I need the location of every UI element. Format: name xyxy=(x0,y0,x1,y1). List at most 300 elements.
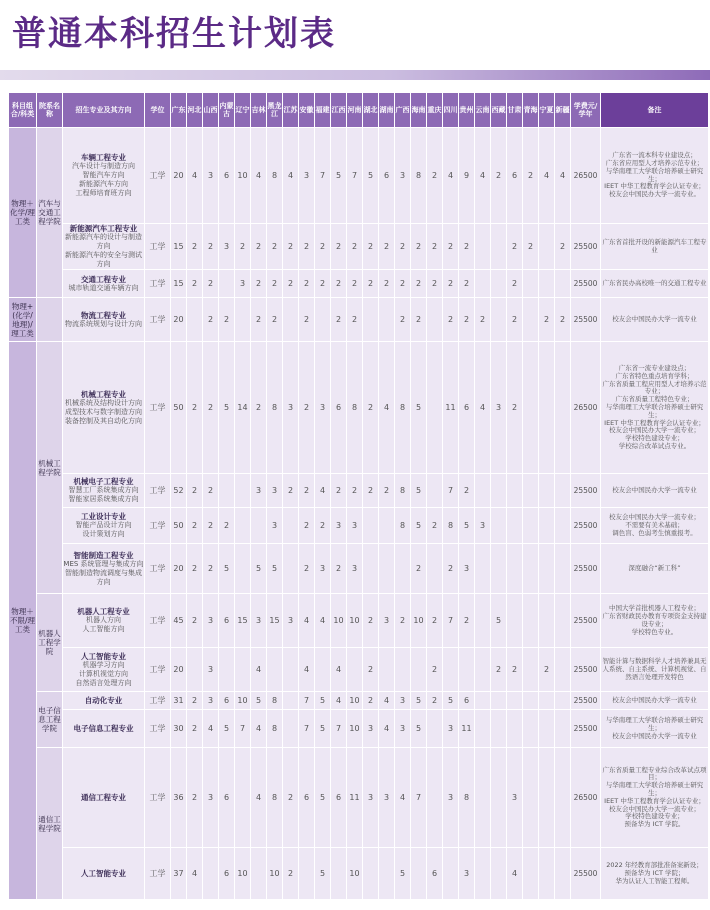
major-cell xyxy=(63,298,145,342)
college-cell: 机械工程学院 xyxy=(37,342,63,594)
quota-cell xyxy=(523,298,539,342)
column-header: 四川 xyxy=(443,93,459,128)
quota-cell: 4 xyxy=(283,128,299,224)
quota-cell: 5 xyxy=(315,748,331,848)
quota-cell xyxy=(427,544,443,594)
major-direction: 物流系统规划与设计方向 xyxy=(65,319,142,328)
quota-cell: 5 xyxy=(363,128,379,224)
quota-cell: 3 xyxy=(203,692,219,710)
quota-cell: 2 xyxy=(299,270,315,298)
quota-cell: 2 xyxy=(363,692,379,710)
quota-cell xyxy=(555,692,571,710)
remark-line: 广东省财政民办教育专项资金支持建设专业； xyxy=(602,612,707,628)
quota-cell xyxy=(491,848,507,900)
major-direction: 智能汽车方向 xyxy=(82,170,125,179)
college-cell: 汽车与交通工程学院 xyxy=(37,128,63,298)
quota-cell: 2 xyxy=(187,710,203,748)
remark-cell xyxy=(601,748,709,848)
major-direction: 新能源汽车的设计与制造方向 xyxy=(65,233,142,251)
quota-cell: 3 xyxy=(347,508,363,544)
quota-cell: 4 xyxy=(187,128,203,224)
column-header: 学费元/学年 xyxy=(571,93,601,128)
quota-cell: 5 xyxy=(411,710,427,748)
table-row xyxy=(9,508,709,544)
quota-cell: 2 xyxy=(523,224,539,270)
major-cell xyxy=(63,544,145,594)
table-row xyxy=(9,748,709,848)
quota-cell: 4 xyxy=(539,128,555,224)
quota-cell: 8 xyxy=(267,710,283,748)
remark-line: 校友会中国民办大学一流专业 xyxy=(612,314,697,323)
degree-cell: 工学 xyxy=(145,648,171,692)
tuition-cell: 25500 xyxy=(571,848,601,900)
tuition-cell: 25500 xyxy=(571,648,601,692)
column-header: 新疆 xyxy=(555,93,571,128)
quota-cell: 4 xyxy=(315,594,331,648)
quota-cell xyxy=(555,508,571,544)
quota-cell xyxy=(491,270,507,298)
quota-cell xyxy=(523,508,539,544)
remark-cell xyxy=(601,224,709,270)
quota-cell: 5 xyxy=(219,544,235,594)
column-header: 辽宁 xyxy=(235,93,251,128)
major-direction: 设计策划方向 xyxy=(82,530,125,539)
quota-cell: 2 xyxy=(251,298,267,342)
quota-cell: 2 xyxy=(219,508,235,544)
quota-cell xyxy=(539,848,555,900)
quota-cell: 2 xyxy=(203,342,219,474)
remark-line: 广东省质量工程应用型人才培养示范专业； xyxy=(602,379,707,396)
quota-cell: 3 xyxy=(315,342,331,474)
quota-cell xyxy=(283,710,299,748)
quota-cell: 3 xyxy=(363,748,379,848)
quota-cell: 2 xyxy=(443,270,459,298)
remark-line: 与华南理工大学联合培养硕士研究生； xyxy=(605,166,704,183)
quota-cell: 4 xyxy=(555,128,571,224)
degree-cell: 工学 xyxy=(145,224,171,270)
degree-cell: 工学 xyxy=(145,128,171,224)
quota-cell: 8 xyxy=(395,474,411,508)
quota-cell xyxy=(283,692,299,710)
quota-cell: 2 xyxy=(427,128,443,224)
quota-cell: 2 xyxy=(363,270,379,298)
quota-cell xyxy=(475,648,491,692)
table-row xyxy=(9,128,709,224)
quota-cell: 8 xyxy=(459,748,475,848)
quota-cell: 2 xyxy=(379,224,395,270)
quota-cell: 3 xyxy=(267,508,283,544)
quota-cell: 6 xyxy=(459,692,475,710)
quota-cell: 6 xyxy=(379,128,395,224)
quota-cell: 2 xyxy=(267,270,283,298)
remark-cell xyxy=(601,594,709,648)
table-row xyxy=(9,224,709,270)
remark-line: 广东省民办高校唯一的交通工程专业 xyxy=(602,278,707,287)
quota-cell xyxy=(235,648,251,692)
degree-cell: 工学 xyxy=(145,508,171,544)
quota-cell: 2 xyxy=(491,128,507,224)
quota-cell: 3 xyxy=(267,474,283,508)
quota-cell: 10 xyxy=(235,128,251,224)
quota-cell xyxy=(475,474,491,508)
quota-cell: 3 xyxy=(203,128,219,224)
remark-line: 预备华为 ICT 学院。 xyxy=(624,820,685,829)
major-name: 电子信息工程专业 xyxy=(73,724,134,734)
quota-cell: 2 xyxy=(443,224,459,270)
quota-cell: 2 xyxy=(251,224,267,270)
tuition-cell: 25500 xyxy=(571,270,601,298)
quota-cell: 2 xyxy=(539,648,555,692)
remark-line: 智能计算与数据科学人才培养兼具无人系统、自主系统、计算机视觉、自然语言处理开发特色 xyxy=(602,657,707,681)
column-header: 黑龙江 xyxy=(267,93,283,128)
quota-cell: 2 xyxy=(555,298,571,342)
quota-cell: 2 xyxy=(187,692,203,710)
quota-cell xyxy=(507,692,523,710)
quota-cell: 10 xyxy=(347,692,363,710)
remark-line: 中国大学首批机器人工程专业； xyxy=(609,604,700,613)
degree-cell: 工学 xyxy=(145,594,171,648)
quota-cell xyxy=(427,748,443,848)
remark-line: 校友会中国民办大学一流专业 xyxy=(612,695,697,704)
tuition-cell: 26500 xyxy=(571,748,601,848)
quota-cell xyxy=(203,848,219,900)
page-title: 普通本科招生计划表 xyxy=(12,14,336,54)
major-cell xyxy=(63,848,145,900)
quota-cell: 36 xyxy=(171,748,187,848)
quota-cell: 6 xyxy=(507,128,523,224)
quota-cell xyxy=(507,474,523,508)
column-header: 海南 xyxy=(411,93,427,128)
quota-cell: 4 xyxy=(251,128,267,224)
quota-cell: 2 xyxy=(363,342,379,474)
quota-cell: 2 xyxy=(459,224,475,270)
quota-cell xyxy=(491,298,507,342)
tuition-cell: 25500 xyxy=(571,544,601,594)
quota-cell xyxy=(539,508,555,544)
quota-cell: 3 xyxy=(203,748,219,848)
quota-cell: 6 xyxy=(427,848,443,900)
table-row xyxy=(9,474,709,508)
quota-cell: 2 xyxy=(507,342,523,474)
table-header xyxy=(9,93,709,128)
quota-cell xyxy=(555,710,571,748)
table-row xyxy=(9,342,709,474)
quota-cell: 6 xyxy=(219,692,235,710)
quota-cell xyxy=(539,692,555,710)
quota-cell xyxy=(539,342,555,474)
remark-line: 广东省质量工程特色专业； xyxy=(615,395,694,404)
quota-cell xyxy=(491,224,507,270)
major-cell xyxy=(63,710,145,748)
column-header: 西藏 xyxy=(491,93,507,128)
quota-cell: 5 xyxy=(395,848,411,900)
quota-cell: 4 xyxy=(331,692,347,710)
major-direction: 机器人方向 xyxy=(86,616,121,625)
quota-cell: 7 xyxy=(443,594,459,648)
quota-cell xyxy=(283,648,299,692)
degree-cell: 工学 xyxy=(145,710,171,748)
quota-cell xyxy=(507,594,523,648)
quota-cell xyxy=(251,508,267,544)
major-direction: 城市轨道交通车辆方向 xyxy=(68,283,139,292)
tuition-cell: 25500 xyxy=(571,710,601,748)
quota-cell: 9 xyxy=(459,128,475,224)
quota-cell xyxy=(475,594,491,648)
column-header: 贵州 xyxy=(459,93,475,128)
quota-cell xyxy=(555,270,571,298)
quota-cell xyxy=(395,648,411,692)
quota-cell: 4 xyxy=(187,848,203,900)
quota-cell xyxy=(251,848,267,900)
quota-cell: 2 xyxy=(267,224,283,270)
quota-cell: 2 xyxy=(187,474,203,508)
quota-cell xyxy=(507,710,523,748)
remark-line: 广东省质量工程专业综合改革试点项目； xyxy=(602,765,707,782)
quota-cell xyxy=(491,474,507,508)
quota-cell: 2 xyxy=(507,224,523,270)
tuition-cell: 25500 xyxy=(571,692,601,710)
remark-line: 广东省首批开设的新能源汽车工程专业 xyxy=(602,237,707,254)
quota-cell: 3 xyxy=(363,710,379,748)
major-name: 新能源汽车工程专业 xyxy=(69,224,138,233)
major-direction: 智慧工厂系统集成方向 xyxy=(68,486,139,495)
quota-cell: 3 xyxy=(507,748,523,848)
quota-cell: 4 xyxy=(443,128,459,224)
header-row xyxy=(9,93,709,128)
quota-cell: 50 xyxy=(171,508,187,544)
quota-cell: 5 xyxy=(219,342,235,474)
tuition-cell: 26500 xyxy=(571,128,601,224)
quota-cell: 2 xyxy=(251,270,267,298)
quota-cell xyxy=(427,342,443,474)
quota-cell: 10 xyxy=(411,594,427,648)
quota-cell: 2 xyxy=(411,224,427,270)
column-header: 广东 xyxy=(171,93,187,128)
tuition-cell: 25500 xyxy=(571,224,601,270)
quota-cell: 2 xyxy=(347,474,363,508)
quota-cell: 15 xyxy=(171,270,187,298)
quota-cell: 2 xyxy=(299,474,315,508)
major-cell xyxy=(63,692,145,710)
remark-line: 学校综合改革试点专业。 xyxy=(618,441,691,450)
quota-cell xyxy=(539,224,555,270)
quota-cell xyxy=(315,648,331,692)
quota-cell: 2 xyxy=(443,544,459,594)
quota-cell: 20 xyxy=(171,648,187,692)
major-cell xyxy=(63,474,145,508)
remark-cell xyxy=(601,128,709,224)
major-name: 机械工程专业 xyxy=(81,389,126,399)
column-header: 江西 xyxy=(331,93,347,128)
quota-cell: 3 xyxy=(283,594,299,648)
quota-cell: 2 xyxy=(203,474,219,508)
table-row xyxy=(9,710,709,748)
quota-cell xyxy=(379,298,395,342)
major-name: 机器人工程专业 xyxy=(77,607,130,617)
quota-cell: 7 xyxy=(331,710,347,748)
remark-cell xyxy=(601,648,709,692)
quota-cell: 4 xyxy=(475,128,491,224)
quota-cell: 8 xyxy=(347,342,363,474)
quota-cell xyxy=(523,270,539,298)
tuition-cell: 25500 xyxy=(571,298,601,342)
quota-cell: 2 xyxy=(235,224,251,270)
quota-cell xyxy=(491,508,507,544)
quota-cell: 8 xyxy=(443,508,459,544)
quota-cell: 6 xyxy=(219,128,235,224)
quota-cell: 3 xyxy=(331,508,347,544)
quota-cell xyxy=(411,848,427,900)
quota-cell: 10 xyxy=(347,848,363,900)
quota-cell xyxy=(475,710,491,748)
quota-cell xyxy=(427,474,443,508)
major-cell xyxy=(63,342,145,474)
quota-cell: 2 xyxy=(427,270,443,298)
quota-cell: 2 xyxy=(443,298,459,342)
major-direction: 成型技术与数字制造方向 xyxy=(65,407,142,416)
remark-line: 校友会中国民办大学一流专业； xyxy=(609,804,700,813)
quota-cell: 4 xyxy=(251,648,267,692)
remark-cell xyxy=(601,848,709,900)
quota-cell: 3 xyxy=(203,594,219,648)
quota-cell: 20 xyxy=(171,544,187,594)
quota-cell xyxy=(475,692,491,710)
major-name: 机械电子工程专业 xyxy=(73,477,134,487)
quota-cell xyxy=(299,848,315,900)
quota-cell: 10 xyxy=(235,848,251,900)
quota-cell xyxy=(555,342,571,474)
quota-cell xyxy=(475,224,491,270)
quota-cell: 3 xyxy=(443,748,459,848)
quota-cell: 6 xyxy=(219,748,235,848)
quota-cell: 2 xyxy=(411,298,427,342)
quota-cell: 2 xyxy=(331,224,347,270)
remark-cell xyxy=(601,342,709,474)
quota-cell: 8 xyxy=(267,748,283,848)
quota-cell: 4 xyxy=(379,342,395,474)
column-header: 江苏 xyxy=(283,93,299,128)
quota-cell: 31 xyxy=(171,692,187,710)
remark-line: 学校特色建设专业； xyxy=(625,434,684,443)
table-row xyxy=(9,298,709,342)
quota-cell: 2 xyxy=(395,270,411,298)
major-name: 人工智能专业 xyxy=(81,651,126,661)
quota-cell: 2 xyxy=(187,342,203,474)
major-name: 人工智能专业 xyxy=(81,869,126,879)
quota-cell: 11 xyxy=(443,342,459,474)
quota-cell: 20 xyxy=(171,128,187,224)
quota-cell xyxy=(315,298,331,342)
quota-cell: 2 xyxy=(459,594,475,648)
subject-group-cell: 物理＋不限/理工类 xyxy=(9,342,37,900)
quota-cell: 10 xyxy=(267,848,283,900)
quota-cell: 3 xyxy=(347,544,363,594)
quota-cell xyxy=(539,710,555,748)
remark-line: 校友会中国民办大学一流专业 xyxy=(612,485,697,494)
table-row xyxy=(9,848,709,900)
quota-cell: 2 xyxy=(347,224,363,270)
major-name: 智能制造工程专业 xyxy=(73,550,134,560)
column-header: 院系名称 xyxy=(37,93,63,128)
remark-line: 广东省一流本科专业建设点； xyxy=(612,151,697,160)
quota-cell xyxy=(523,544,539,594)
quota-cell: 4 xyxy=(475,342,491,474)
quota-cell: 2 xyxy=(203,298,219,342)
quota-cell: 2 xyxy=(331,270,347,298)
major-cell xyxy=(63,224,145,270)
quota-cell: 3 xyxy=(443,710,459,748)
quota-cell: 7 xyxy=(411,748,427,848)
remark-line: IEET 中华工程教育学会认证专业； xyxy=(604,796,705,805)
remark-line: 与华南理工大学联合培养硕士研究生； xyxy=(605,781,704,798)
quota-cell: 3 xyxy=(395,692,411,710)
quota-cell xyxy=(475,848,491,900)
remark-line: 广东省一流专业建设点； xyxy=(618,363,691,372)
quota-cell: 2 xyxy=(459,298,475,342)
quota-cell: 5 xyxy=(443,692,459,710)
quota-cell xyxy=(347,648,363,692)
quota-cell: 4 xyxy=(315,474,331,508)
quota-cell xyxy=(235,298,251,342)
degree-cell: 工学 xyxy=(145,298,171,342)
major-direction: 智能产品设计方向 xyxy=(75,521,132,530)
quota-cell xyxy=(187,648,203,692)
quota-cell xyxy=(363,544,379,594)
quota-cell: 10 xyxy=(347,594,363,648)
quota-cell xyxy=(555,544,571,594)
quota-cell: 2 xyxy=(283,748,299,848)
major-direction: MES 系统管理与集成方向 xyxy=(63,559,144,568)
quota-cell: 3 xyxy=(379,748,395,848)
quota-cell: 5 xyxy=(219,710,235,748)
quota-cell: 15 xyxy=(235,594,251,648)
quota-cell xyxy=(539,594,555,648)
degree-cell: 工学 xyxy=(145,692,171,710)
quota-cell: 2 xyxy=(363,594,379,648)
quota-cell: 3 xyxy=(395,710,411,748)
major-direction: 智能家居系统集成方向 xyxy=(68,495,139,504)
quota-cell xyxy=(475,748,491,848)
quota-cell: 2 xyxy=(379,270,395,298)
quota-cell: 4 xyxy=(379,710,395,748)
major-direction: 汽车设计与制造方向 xyxy=(72,161,135,170)
quota-cell xyxy=(539,270,555,298)
degree-cell: 工学 xyxy=(145,748,171,848)
quota-cell: 15 xyxy=(267,594,283,648)
quota-cell: 3 xyxy=(491,342,507,474)
column-header: 广西 xyxy=(395,93,411,128)
quota-cell: 3 xyxy=(315,544,331,594)
major-direction: 新能源汽车的安全与测试方向 xyxy=(65,251,142,269)
column-header: 重庆 xyxy=(427,93,443,128)
quota-cell xyxy=(411,648,427,692)
quota-cell: 2 xyxy=(283,270,299,298)
major-name: 自动化专业 xyxy=(84,696,123,706)
quota-cell: 2 xyxy=(299,298,315,342)
major-direction: 机器学习方向 xyxy=(82,660,125,669)
quota-cell: 2 xyxy=(203,508,219,544)
remark-line: IEET 中华工程教育学会认证专业； xyxy=(604,182,705,191)
quota-cell: 2 xyxy=(187,594,203,648)
quota-cell xyxy=(555,748,571,848)
quota-cell xyxy=(443,648,459,692)
quota-cell: 2 xyxy=(491,648,507,692)
college-cell: 通信工程学院 xyxy=(37,748,63,900)
quota-cell: 4 xyxy=(203,710,219,748)
degree-cell: 工学 xyxy=(145,270,171,298)
quota-cell: 2 xyxy=(347,270,363,298)
quota-cell: 4 xyxy=(251,748,267,848)
